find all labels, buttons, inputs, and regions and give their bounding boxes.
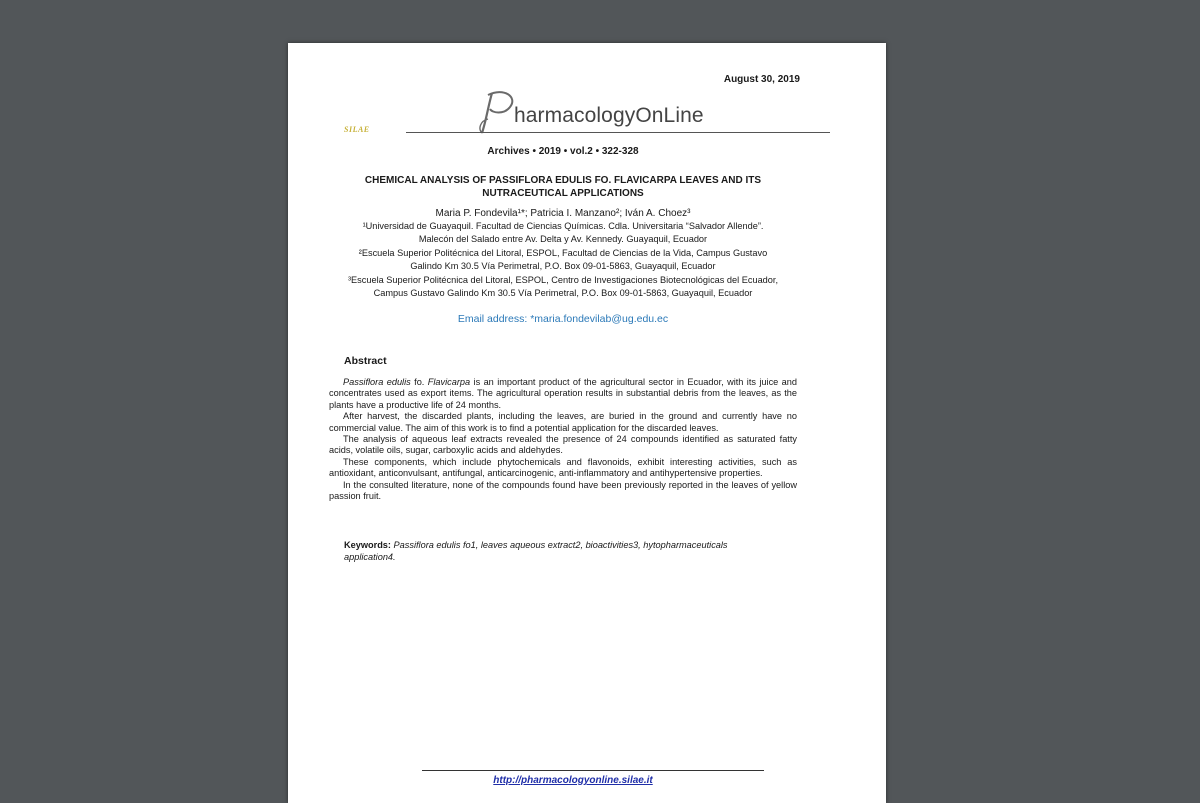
- email-address: Email address: *maria.fondevilab@ug.edu.ec: [457, 313, 669, 325]
- journal-website-link[interactable]: http://pharmacologyonline.silae.it: [493, 775, 653, 786]
- affiliation-line: Galindo Km 30.5 Vía Perimetral, P.O. Box 09-01-5863, Guayaquil, Ecuador: [410, 261, 716, 272]
- article-title: [344, 174, 782, 200]
- abstract-body: [329, 377, 797, 502]
- journal-masthead: [344, 89, 830, 137]
- silae-logo: SILAE: [344, 125, 370, 134]
- abstract-paragraph: These components, which include phytochemicals and flavonoids, exhibit interesting activities, such as antioxidant, anticonvulsant, antifungal, anticarcinogenic, anti-inflammatory and antihypertensive properties.: [329, 456, 797, 479]
- keywords-label: Keywords:: [344, 540, 391, 550]
- abstract-paragraph: After harvest, the discarded plants, including the leaves, are buried in the ground and currently have no commercial value. The aim of this work is to find a potential application for the discarded leaves.: [329, 411, 797, 433]
- species-name: Passiflora edulis: [343, 377, 411, 387]
- journal-name: harmacologyOnLine: [514, 104, 704, 127]
- authors: Maria P. Fondevila¹*; Patricia I. Manzano²; Iván A. Choez³: [435, 208, 691, 219]
- variety-name: Flavicarpa: [427, 377, 471, 387]
- affiliation-line: Campus Gustavo Galindo Km 30.5 Vía Perimetral, P.O. Box 09-01-5863, Guayaquil, Ecuador: [373, 288, 753, 299]
- abstract-text: is an important product of the agricultural sector in Ecuador, with its juice and concentrates used as export items. The agricultural operation results in substantial debris from the leaves, as the plants have a productive life of 24 months.: [329, 377, 798, 410]
- publication-date: August 30, 2019: [723, 74, 800, 85]
- affiliations: [308, 220, 818, 300]
- affiliation-line: ³Escuela Superior Politécnica del Litoral, ESPOL, Centro de Investigaciones Biotecnológicas del Ecuador,: [347, 274, 778, 285]
- affiliation-line: ¹Universidad de Guayaquil. Facultad de Ciencias Químicas. Cdla. Universitaria “Salvador Allende”.: [362, 221, 764, 231]
- footer-rule: [422, 770, 764, 771]
- title-line: CHEMICAL ANALYSIS OF PASSIFLORA EDULIS FO. FLAVICARPA LEAVES AND ITS: [364, 175, 762, 186]
- masthead-rule: [406, 132, 830, 133]
- keywords: [344, 539, 764, 563]
- keywords-values: Passiflora edulis fo1, leaves aqueous extract2, bioactivities3, hytopharmaceuticals application4.: [344, 540, 728, 562]
- abstract-paragraph: The analysis of aqueous leaf extracts revealed the presence of 24 compounds identified as saturated fatty acids, volatile oils, sugar, carboxylic acids and aldehydes.: [329, 434, 797, 456]
- pdf-page: [288, 43, 886, 803]
- affiliation-line: Malecón del Salado entre Av. Delta y Av. Kennedy. Guayaquil, Ecuador: [418, 234, 708, 245]
- affiliation-line: ²Escuela Superior Politécnica del Litoral, ESPOL, Facultad de Ciencias de la Vida, Campus Gustavo: [358, 247, 768, 258]
- title-line: NUTRACEUTICAL APPLICATIONS: [482, 188, 644, 199]
- archives-line: Archives • 2019 • vol.2 • 322-328: [487, 146, 639, 157]
- journal-p-logo-icon: [474, 89, 518, 137]
- abstract-text: fo.: [410, 377, 428, 387]
- abstract-paragraph: In the consulted literature, none of the compounds found have been previously reported in the leaves of yellow passion fruit.: [329, 479, 797, 502]
- abstract-paragraph: [329, 377, 797, 411]
- abstract-heading: Abstract: [344, 355, 387, 367]
